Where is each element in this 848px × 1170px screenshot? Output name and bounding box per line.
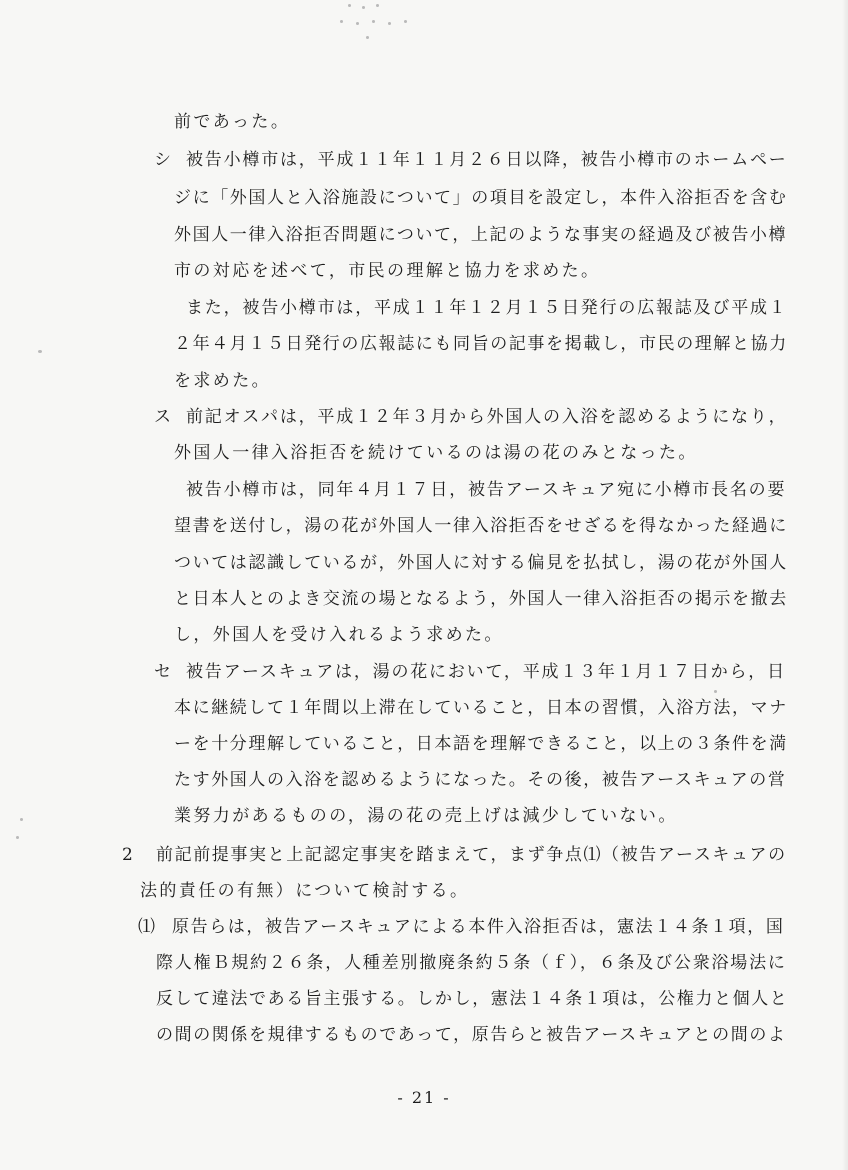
text-line: ついては認識しているが，外国人に対する偏見を払拭し，湯の花が外国人 xyxy=(174,553,788,573)
text-line: 市の対応を述べて，市民の理解と協力を求めた。 xyxy=(174,261,601,281)
text-line: 前記オスパは，平成１２年３月から外国人の入浴を認めるようになり， xyxy=(186,407,788,427)
text-line: ジに「外国人と入浴施設について」の項目を設定し，本件入浴拒否を含む xyxy=(174,188,788,208)
scan-speck xyxy=(38,350,42,353)
item-marker: セ xyxy=(154,662,171,682)
scan-speck xyxy=(714,690,717,693)
scan-speck xyxy=(20,818,23,821)
text-line: の間の関係を規律するものであって，原告らと被告アースキュアとの間のよ xyxy=(156,1025,787,1045)
text-line: と日本人とのよき交流の場となるよう，外国人一律入浴拒否の掲示を撤去 xyxy=(174,589,788,609)
text-line: 被告アースキュアは，湯の花において，平成１３年１月１７日から，日 xyxy=(186,662,786,682)
subsection-marker: ⑴ xyxy=(138,917,155,937)
item-marker: ス xyxy=(154,407,171,427)
text-line: 前記前提事実と上記認定事実を踏まえて，まず争点⑴（被告アースキュアの xyxy=(156,845,787,865)
scan-edge-shadow xyxy=(842,0,848,1170)
text-line: 望書を送付し，湯の花が外国人一律入浴拒否をせざるを得なかった経過に xyxy=(174,516,788,536)
scan-speck xyxy=(372,20,375,23)
text-line: たす外国人の入浴を認めるようになった。その後，被告アースキュアの営 xyxy=(174,770,787,790)
scan-speck xyxy=(348,4,351,7)
text-line: 本に継続して１年間以上滞在していること，日本の習慣，入浴方法，マナ xyxy=(174,698,788,718)
scan-speck xyxy=(366,36,369,39)
text-line: 原告らは，被告アースキュアによる本件入浴拒否は，憲法１４条１項，国 xyxy=(172,917,785,937)
text-line: を求めた。 xyxy=(174,371,271,391)
text-line: また，被告小樽市は，平成１１年１２月１５日発行の広報誌及び平成１ xyxy=(186,298,788,318)
text-line: 被告小樽市は，平成１１年１１月２６日以降，被告小樽市のホームペー xyxy=(186,150,788,170)
scan-speck xyxy=(340,20,343,23)
text-line: 外国人一律入浴拒否問題について，上記のような事実の経過及び被告小樽 xyxy=(174,225,788,245)
text-line: 前であった。 xyxy=(174,112,291,132)
scan-speck xyxy=(404,20,407,23)
text-line: ２年４月１５日発行の広報誌にも同旨の記事を掲載し，市民の理解と協力 xyxy=(174,334,788,354)
item-marker: シ xyxy=(154,150,171,170)
section-marker: 2 xyxy=(122,845,133,865)
text-line: ーを十分理解していること，日本語を理解できること，以上の３条件を満 xyxy=(174,734,788,754)
page-number: - 21 - xyxy=(397,1088,451,1107)
scan-speck xyxy=(376,4,379,7)
text-line: 外国人一律入浴拒否を続けているのは湯の花のみとなった。 xyxy=(174,443,698,463)
scan-speck xyxy=(356,22,359,25)
scan-speck xyxy=(362,6,365,9)
scan-speck xyxy=(16,836,19,839)
text-line: 際人権Ｂ規約２６条，人種差別撤廃条約５条（ｆ），６条及び公衆浴場法に xyxy=(156,953,787,973)
scan-speck xyxy=(388,22,391,25)
text-line: 業努力があるものの，湯の花の売上げは減少していない。 xyxy=(174,806,678,826)
text-line: 反して違法である旨主張する。しかし，憲法１４条１項は，公権力と個人と xyxy=(156,989,789,1009)
text-line: し，外国人を受け入れるよう求めた。 xyxy=(174,625,504,645)
text-line: 被告小樽市は，同年４月１７日，被告アースキュア宛に小樽市長名の要 xyxy=(186,480,787,500)
text-line: 法的責任の有無）について検討する。 xyxy=(140,881,470,901)
